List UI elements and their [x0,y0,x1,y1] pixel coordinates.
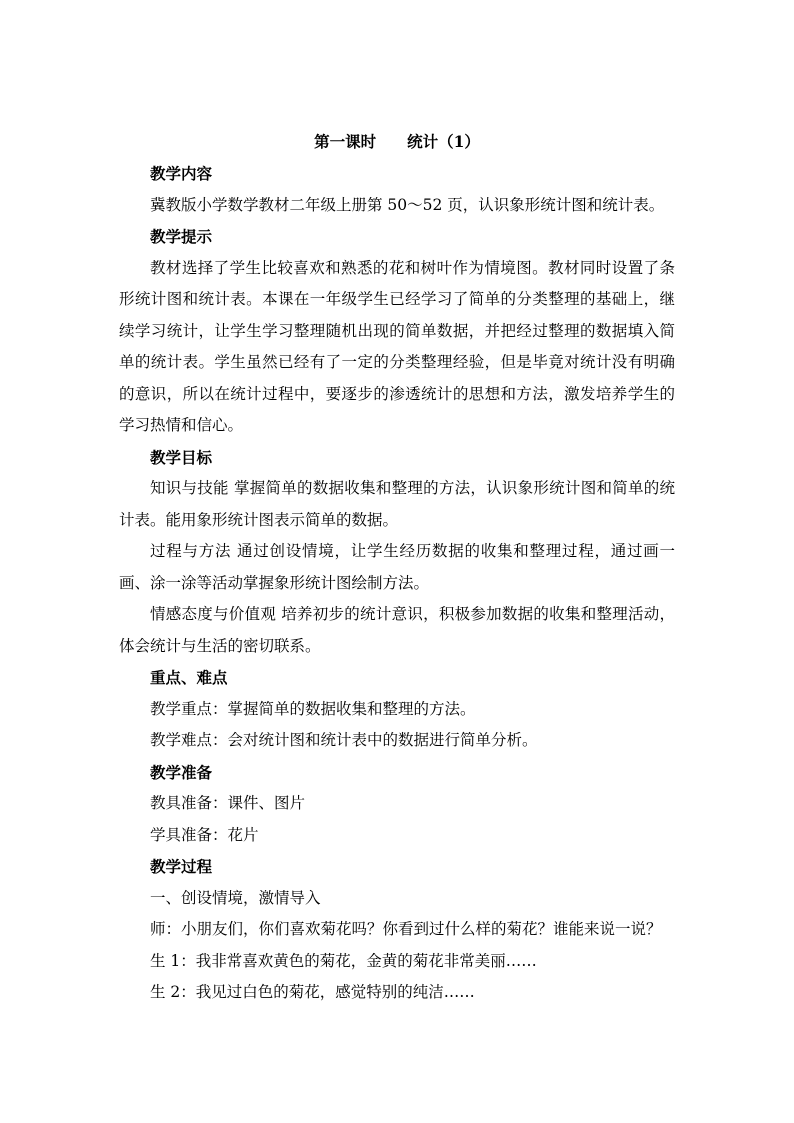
section-heading-content: 教学内容 [150,164,213,183]
prep-student: 学具准备：花片 [150,825,259,844]
focus-difficult: 教学难点：会对统计图和统计表中的数据进行简单分析。 [150,731,538,749]
focus-key: 教学重点：掌握简单的数据收集和整理的方法。 [150,699,476,718]
document-body [119,126,675,1009]
tips-paragraph: 教材选择了学生比较喜欢和熟悉的花和树叶作为情境图。教材同时设置了条形统计图和统计表。本课在一年级学生已经学习了简单的分类整理的基础上，继续学习统计，让学生学习整理随机出现的简单数据，并把经过整理的数据填入简单的统计表。学生虽然已经有了一定的分类整理经验，但是毕竟对统计没有明确的意识，所以在统计过程中，要逐步的渗透统计的思想和方法，激发培养学生的学习热情和信心。 [119,258,675,434]
goal-emotion: 情感态度与价值观 培养初步的统计意识，积极参加数据的收集和整理活动，体会统计与生活的密切联系。 [119,605,675,655]
page-title: 第一课时 统计（1） [314,132,480,151]
process-student-2: 生 2：我见过白色的菊花，感觉特别的纯洁…… [150,983,475,1001]
goal-process: 过程与方法 通过创设情境，让学生经历数据的收集和整理过程，通过画一画、涂一涂等活动掌握象形统计图绘制方法。 [119,542,675,592]
process-step-1: 一、创设情境，激情导入 [150,888,321,907]
goal-knowledge: 知识与技能 掌握简单的数据收集和整理的方法，认识象形统计图和简单的统计表。能用象形统计图表示简单的数据。 [119,479,675,529]
section-heading-prep: 教学准备 [150,762,213,782]
section-heading-goals: 教学目标 [150,447,213,467]
section-heading-tips: 教学提示 [150,227,213,246]
section-heading-process: 教学过程 [150,857,213,876]
process-student-1: 生 1：我非常喜欢黄色的菊花，金黄的菊花非常美丽…… [150,951,537,970]
process-teacher-line: 师：小朋友们，你们喜欢菊花吗？你看到过什么样的菊花？谁能来说一说？ [150,920,662,938]
section-heading-focus: 重点、难点 [150,668,228,687]
content-text: 冀教版小学数学教材二年级上册第 50～52 页，认识象形统计图和统计表。 [150,195,665,214]
prep-teacher: 教具准备：课件、图片 [150,794,306,812]
